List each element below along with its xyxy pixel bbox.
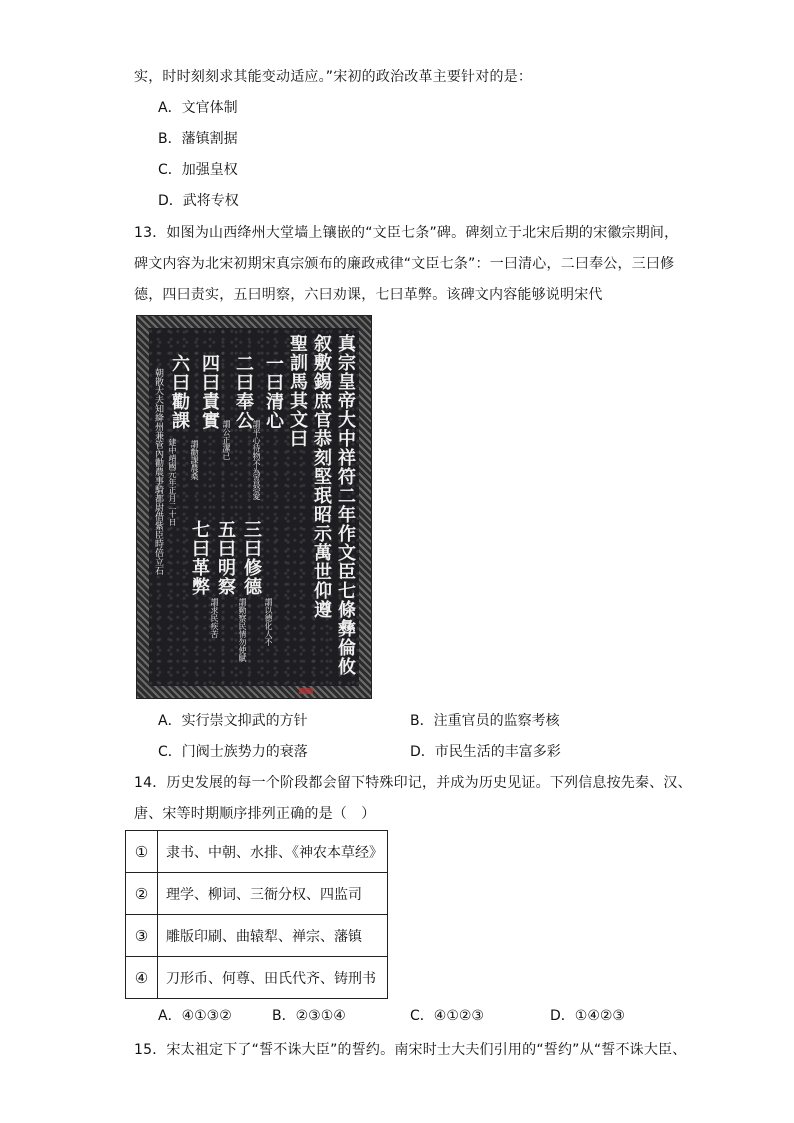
q12-stem-tail: 实，时时刻刻求其能变动适应。”宋初的政治改革主要针对的是： [134, 69, 533, 85]
q14-option-a[interactable]: A．④①③② [158, 1008, 232, 1024]
q13-option-d[interactable]: D．市民生活的丰富多彩 [410, 744, 561, 760]
row-text: 刀形币、何尊、田氏代齐、铸刑书 [158, 957, 388, 999]
q14-stem-line1: 14．历史发展的每一个阶段都会留下特殊印记，并成为历史见证。下列信息按先秦、汉、 [134, 775, 692, 791]
q14-info-table [125, 830, 388, 999]
stele-note-6: 謂勸課農桑 [190, 440, 199, 480]
stele-column-7b: 七曰革弊 [189, 520, 210, 596]
stele-column-6: 四曰責實 [199, 354, 220, 430]
stele-column-5b: 五曰明察 [215, 520, 236, 596]
row-number: ④ [126, 957, 158, 999]
stele-inscription-panel [149, 328, 359, 686]
row-number: ② [126, 873, 158, 915]
stele-column-5a: 二曰奉公 [233, 354, 254, 430]
table-row [126, 915, 388, 957]
stele-note-5: 謂求民疾苦 [210, 598, 219, 638]
table-row [126, 957, 388, 999]
row-text: 理学、柳词、三衙分权、四监司 [158, 873, 388, 915]
q12-option-d[interactable]: D．武将专权 [158, 193, 239, 209]
q14-option-c[interactable]: C．④①②③ [410, 1008, 484, 1024]
stele-side-inscription: 朝散大夫知絳州兼管內勸農事騎都尉借紫臣時倍立石 [153, 368, 163, 575]
table-row [126, 831, 388, 873]
stele-note-3: 謂以德化人不 [264, 598, 273, 646]
row-number: ③ [126, 915, 158, 957]
row-text: 雕版印刷、曲辕犁、禅宗、藩镇 [158, 915, 388, 957]
q14-stem-line2: 唐、宋等时期顺序排列正确的是（ ） [134, 806, 376, 822]
stele-date-line: 建中靖國元年正月二十日 [168, 438, 177, 526]
q13-option-a[interactable]: A．实行崇文抑武的方针 [158, 713, 308, 729]
stele-column-1: 真宗皇帝大中祥符二年作文臣七條彝倫攸 [335, 334, 356, 676]
stele-image [136, 315, 372, 699]
stele-column-2: 叙敷錫庶官恭刻堅珉昭示萬世仰遵 [311, 334, 332, 619]
q13-stem-line1: 13．如图为山西绛州大堂墙上镶嵌的“文臣七条”碑。碑刻立于北宋后期的宋徽宗期间， [134, 225, 679, 241]
stele-red-seal [299, 688, 313, 694]
q13-stem-line3: 德，四曰责实，五曰明察，六曰劝课，七曰革弊。该碑文内容能够说明宋代 [134, 287, 603, 303]
row-text: 隶书、中朝、水排、《神农本草经》 [158, 831, 388, 873]
q13-option-c[interactable]: C．门阀士族势力的衰落 [158, 744, 308, 760]
q12-option-a[interactable]: A．文官体制 [158, 100, 238, 116]
q14-option-b[interactable]: B．②③①④ [272, 1008, 346, 1024]
stele-column-3: 聖訓馬其文曰 [287, 334, 308, 448]
table-row [126, 873, 388, 915]
stele-column-4b: 三曰修德 [241, 520, 262, 596]
row-number: ① [126, 831, 158, 873]
q12-option-b[interactable]: B．藩镇割据 [158, 131, 238, 147]
q13-stem-line2: 碑文内容为北宋初期宋真宗颁布的廉政戒律“文臣七条”：一曰清心，二曰奉公，三曰修 [134, 256, 675, 272]
stele-column-4a: 一曰清心 [263, 354, 284, 430]
q14-option-d[interactable]: D．①④②③ [550, 1008, 625, 1024]
q13-option-b[interactable]: B．注重官员的监察考核 [410, 713, 560, 729]
q15-stem-line1: 15．宋太祖定下了“誓不诛大臣”的誓约。南宋时士大夫们引用的“誓约”从“誓不诛大臣、 [134, 1042, 687, 1058]
q12-option-c[interactable]: C．加强皇权 [158, 162, 238, 178]
stele-note-2: 謂公正潔已 [222, 420, 231, 460]
stele-note-4: 謂勤察民情勿使賦 [238, 598, 247, 662]
stele-column-7a: 六曰勸課 [169, 354, 190, 430]
stele-note-1: 謂平心待物不為喜怒愛 [252, 420, 261, 500]
